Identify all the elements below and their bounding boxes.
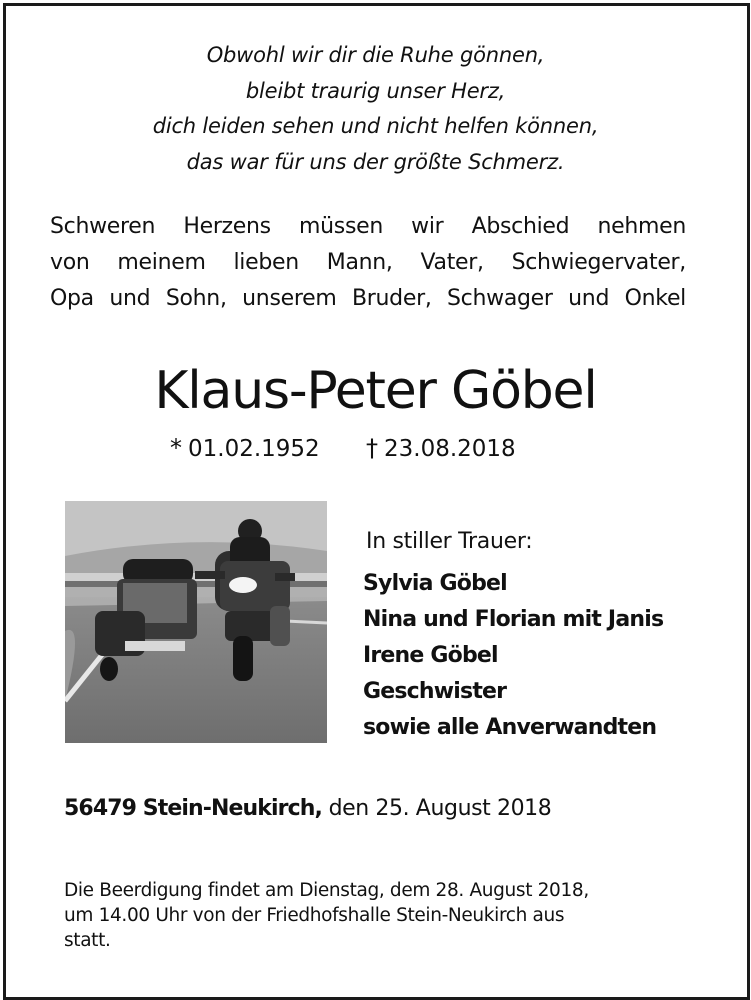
birth-date-value: 01.02.1952 [188, 436, 320, 462]
mourner-name: Nina und Florian mit Janis [363, 607, 664, 632]
motorcycle-sidecar-photo [65, 501, 327, 743]
intro-text [50, 209, 686, 317]
poem-line: bleibt traurig unser Herz, [245, 78, 506, 103]
birth-star-icon: * [170, 434, 182, 462]
mourner-name: Irene Göbel [363, 643, 498, 668]
funeral-info [64, 878, 676, 953]
death-cross-icon: † [366, 434, 378, 462]
poem-line: Obwohl wir dir die Ruhe gönnen, [206, 43, 545, 67]
funeral-line: Die Beerdigung findet am Dienstag, dem 28. August 2018, [64, 880, 589, 901]
mourning-label: In stiller Trauer: [366, 529, 533, 554]
place-date [64, 792, 551, 826]
intro-line: Schweren Herzens müssen wir Abschied nehmen [50, 214, 686, 239]
birth-date [170, 432, 320, 465]
place-city: 56479 Stein-Neukirch, [64, 796, 322, 821]
death-date [366, 432, 516, 465]
mourner-name: sowie alle Anverwandten [363, 715, 657, 740]
poem-verse [0, 38, 751, 180]
death-date-value: 23.08.2018 [384, 436, 516, 462]
mourner-name: Geschwister [363, 679, 507, 704]
intro-line: Opa und Sohn, unserem Bruder, Schwager und Onkel [50, 286, 686, 311]
funeral-line: statt. [64, 930, 111, 951]
funeral-line: um 14.00 Uhr von der Friedhofshalle Stein-Neukirch aus [64, 905, 565, 926]
poem-line: dich leiden sehen und nicht helfen können, [152, 114, 599, 138]
intro-line: von meinem lieben Mann, Vater, Schwiegervater, [50, 250, 686, 275]
deceased-name: Klaus-Peter Göbel [154, 361, 597, 421]
mourner-name: Sylvia Göbel [363, 571, 507, 596]
poem-line: das war für uns der größte Schmerz. [186, 149, 565, 174]
mourners-list [363, 566, 663, 746]
notice-date: den 25. August 2018 [328, 796, 552, 821]
